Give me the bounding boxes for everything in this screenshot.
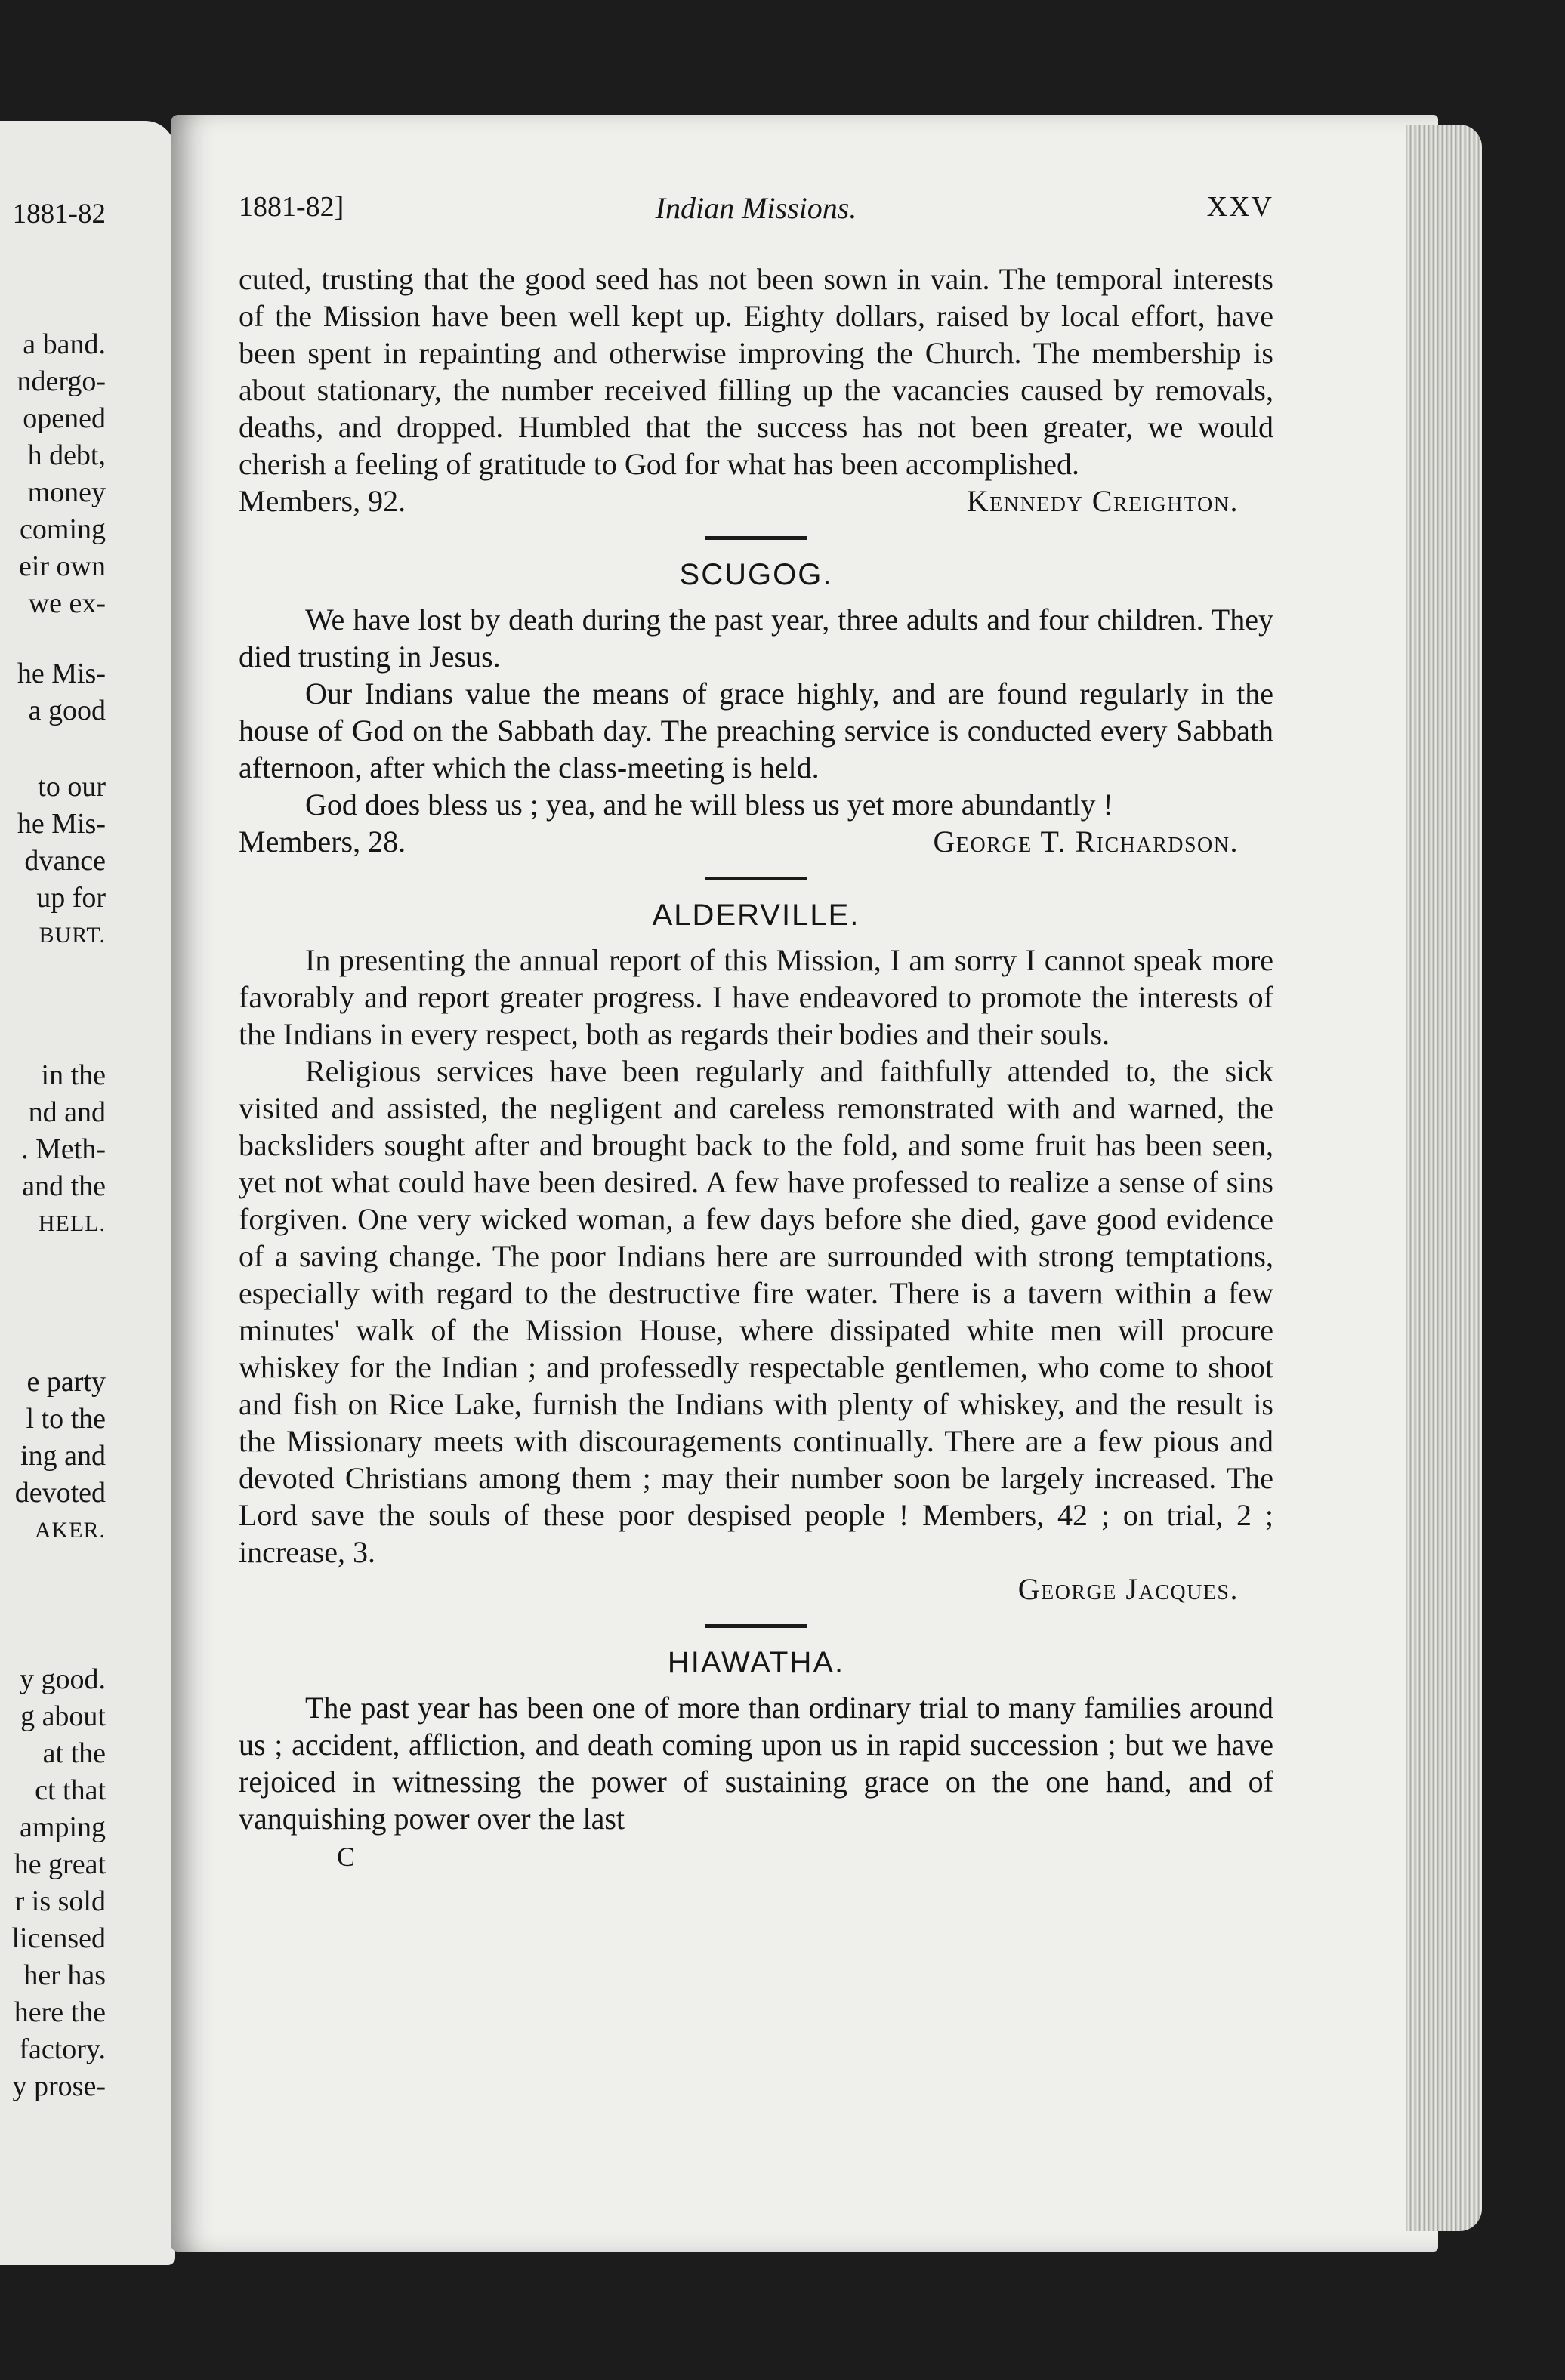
left-page-line: here the — [14, 1996, 106, 2028]
left-page-line: h debt, — [27, 439, 106, 471]
left-page-line: and the — [22, 1170, 106, 1202]
intro-members: Members, 92. — [239, 484, 406, 518]
left-page-line: l to the — [26, 1403, 106, 1435]
alderville-heading: ALDERVILLE. — [652, 899, 860, 932]
scugog-heading: SCUGOG. — [679, 558, 833, 591]
scugog-paragraph-1: We have lost by death during the past year, three adults and four children. They died trusting in Jesus. — [239, 603, 1273, 674]
left-page-line: g about — [20, 1700, 106, 1732]
left-page-line: he Mis- — [17, 808, 106, 840]
running-head-year: 1881-82] — [239, 191, 344, 223]
alderville-signature: George Jacques. — [1017, 1572, 1239, 1606]
left-page-line: a good — [28, 695, 106, 726]
left-page-line: we ex- — [28, 587, 106, 619]
left-page-line: dvance — [24, 845, 106, 877]
left-page-line: he Mis- — [17, 658, 106, 689]
left-page-line: y prose- — [12, 2070, 106, 2102]
running-head — [239, 190, 1273, 236]
left-page-line: ct that — [35, 1774, 106, 1806]
intro-members-line — [239, 482, 1273, 519]
left-page-line: AKER. — [34, 1518, 106, 1543]
scugog-paragraph-2: Our Indians value the means of grace highly, and are found regularly in the house of God on the Sabbath day. The preaching service is conducted every Sabbath afternoon, after which the class-meeting is held. — [239, 677, 1273, 785]
left-page-running-head: 1881-82 — [12, 199, 106, 230]
section-divider — [705, 1624, 807, 1628]
left-page-line: to our — [38, 771, 106, 803]
intro-paragraph: cuted, trusting that the good seed has not been sown in vain. The temporal interests of the Mission have been well kept up. Eighty dollars, raised by local effort, have been spent in repainting and otherwise improving the Church. The membership is about stationary, the number received filling up the vacancies caused by removals, deaths, and dropped. Humbled that the success has not been greater, we would cherish a feeling of gratitude to God for what has been accomplished. — [239, 262, 1273, 481]
left-page-line: amping — [20, 1811, 106, 1843]
hiawatha-paragraph-1: The past year has been one of more than ordinary trial to many families around us ; accident, affliction, and death coming upon us in rapid succession ; but we have rejoiced in witnessing the power of sustaining grace on the one hand, and of vanquishing power over the last — [239, 1691, 1273, 1836]
left-page-line: her has — [23, 1959, 106, 1991]
left-page-line: licensed — [11, 1922, 106, 1954]
signature-mark: C — [337, 1842, 356, 1872]
left-page-line: nd and — [28, 1096, 106, 1128]
left-page-line: a band. — [23, 328, 106, 360]
running-head-title: Indian Missions. — [655, 191, 857, 225]
scugog-signature: George T. Richardson. — [933, 825, 1239, 859]
left-page-line: he great — [14, 1848, 106, 1880]
left-page-line: HELL. — [38, 1211, 106, 1236]
page-number: XXV — [1206, 191, 1273, 223]
left-page-line: eir own — [18, 550, 106, 582]
scugog-members: Members, 28. — [239, 825, 406, 859]
left-page-line: money — [27, 476, 106, 508]
left-page-line: ndergo- — [17, 365, 106, 397]
section-divider — [705, 877, 807, 880]
page-fore-edge — [1406, 125, 1482, 2231]
scugog-members-line — [239, 823, 1273, 860]
left-page-line: BURT. — [39, 923, 106, 948]
left-page-line: y good. — [20, 1663, 106, 1695]
left-page-line: ing and — [20, 1440, 106, 1472]
intro-signature: Kennedy Creighton. — [966, 484, 1239, 518]
section-divider — [705, 536, 807, 540]
hiawatha-heading: HIAWATHA. — [667, 1646, 845, 1679]
alderville-paragraph-1: In presenting the annual report of this Mission, I am sorry I cannot speak more favorably and report greater progress. I have endeavored to promote the interests of the Indians in every respect, both as regards their bodies and their souls. — [239, 943, 1273, 1051]
alderville-paragraph-2: Religious services have been regularly and faithfully attended to, the sick visited and assisted, the negligent and careless remonstrated with and warned, the backsliders sought after and brought back to the fold, and some fruit has been seen, yet not what could have been desired. A few have professed to realize a sense of sins forgiven. One very wicked woman, a few days before she died, gave good evidence of a saving change. The poor Indians here are surrounded with strong temptations, especially with regard to the destructive fire water. There is a tavern within a few minutes' walk of the Mission House, where dissipated white men will procure whiskey for the Indian ; and professedly respectable gentlemen, who come to shoot and fish on Rice Lake, furnish the Indians with plenty of whiskey, and the result is the Missionary meets with discouragements continually. There are a few pious and devoted Christians among them ; may their number soon be largely increased. The Lord save the souls of these poor despised people ! Members, 42 ; on trial, 2 ; increase, 3. — [239, 1054, 1273, 1569]
page-body — [239, 261, 1273, 1876]
left-page-line: coming — [20, 513, 106, 545]
left-page-line: . Meth- — [21, 1133, 106, 1165]
left-page-line: r is sold — [14, 1885, 106, 1917]
left-page-line: e party — [26, 1366, 106, 1398]
left-page-line: in the — [41, 1059, 106, 1091]
scugog-paragraph-3: God does bless us ; yea, and he will bless us yet more abundantly ! — [305, 788, 1113, 822]
left-page-line: factory. — [19, 2033, 106, 2065]
left-page-line: devoted — [14, 1477, 106, 1509]
left-page-line: opened — [23, 402, 106, 434]
left-page-line: at the — [42, 1737, 106, 1769]
left-page-line: up for — [36, 882, 106, 914]
